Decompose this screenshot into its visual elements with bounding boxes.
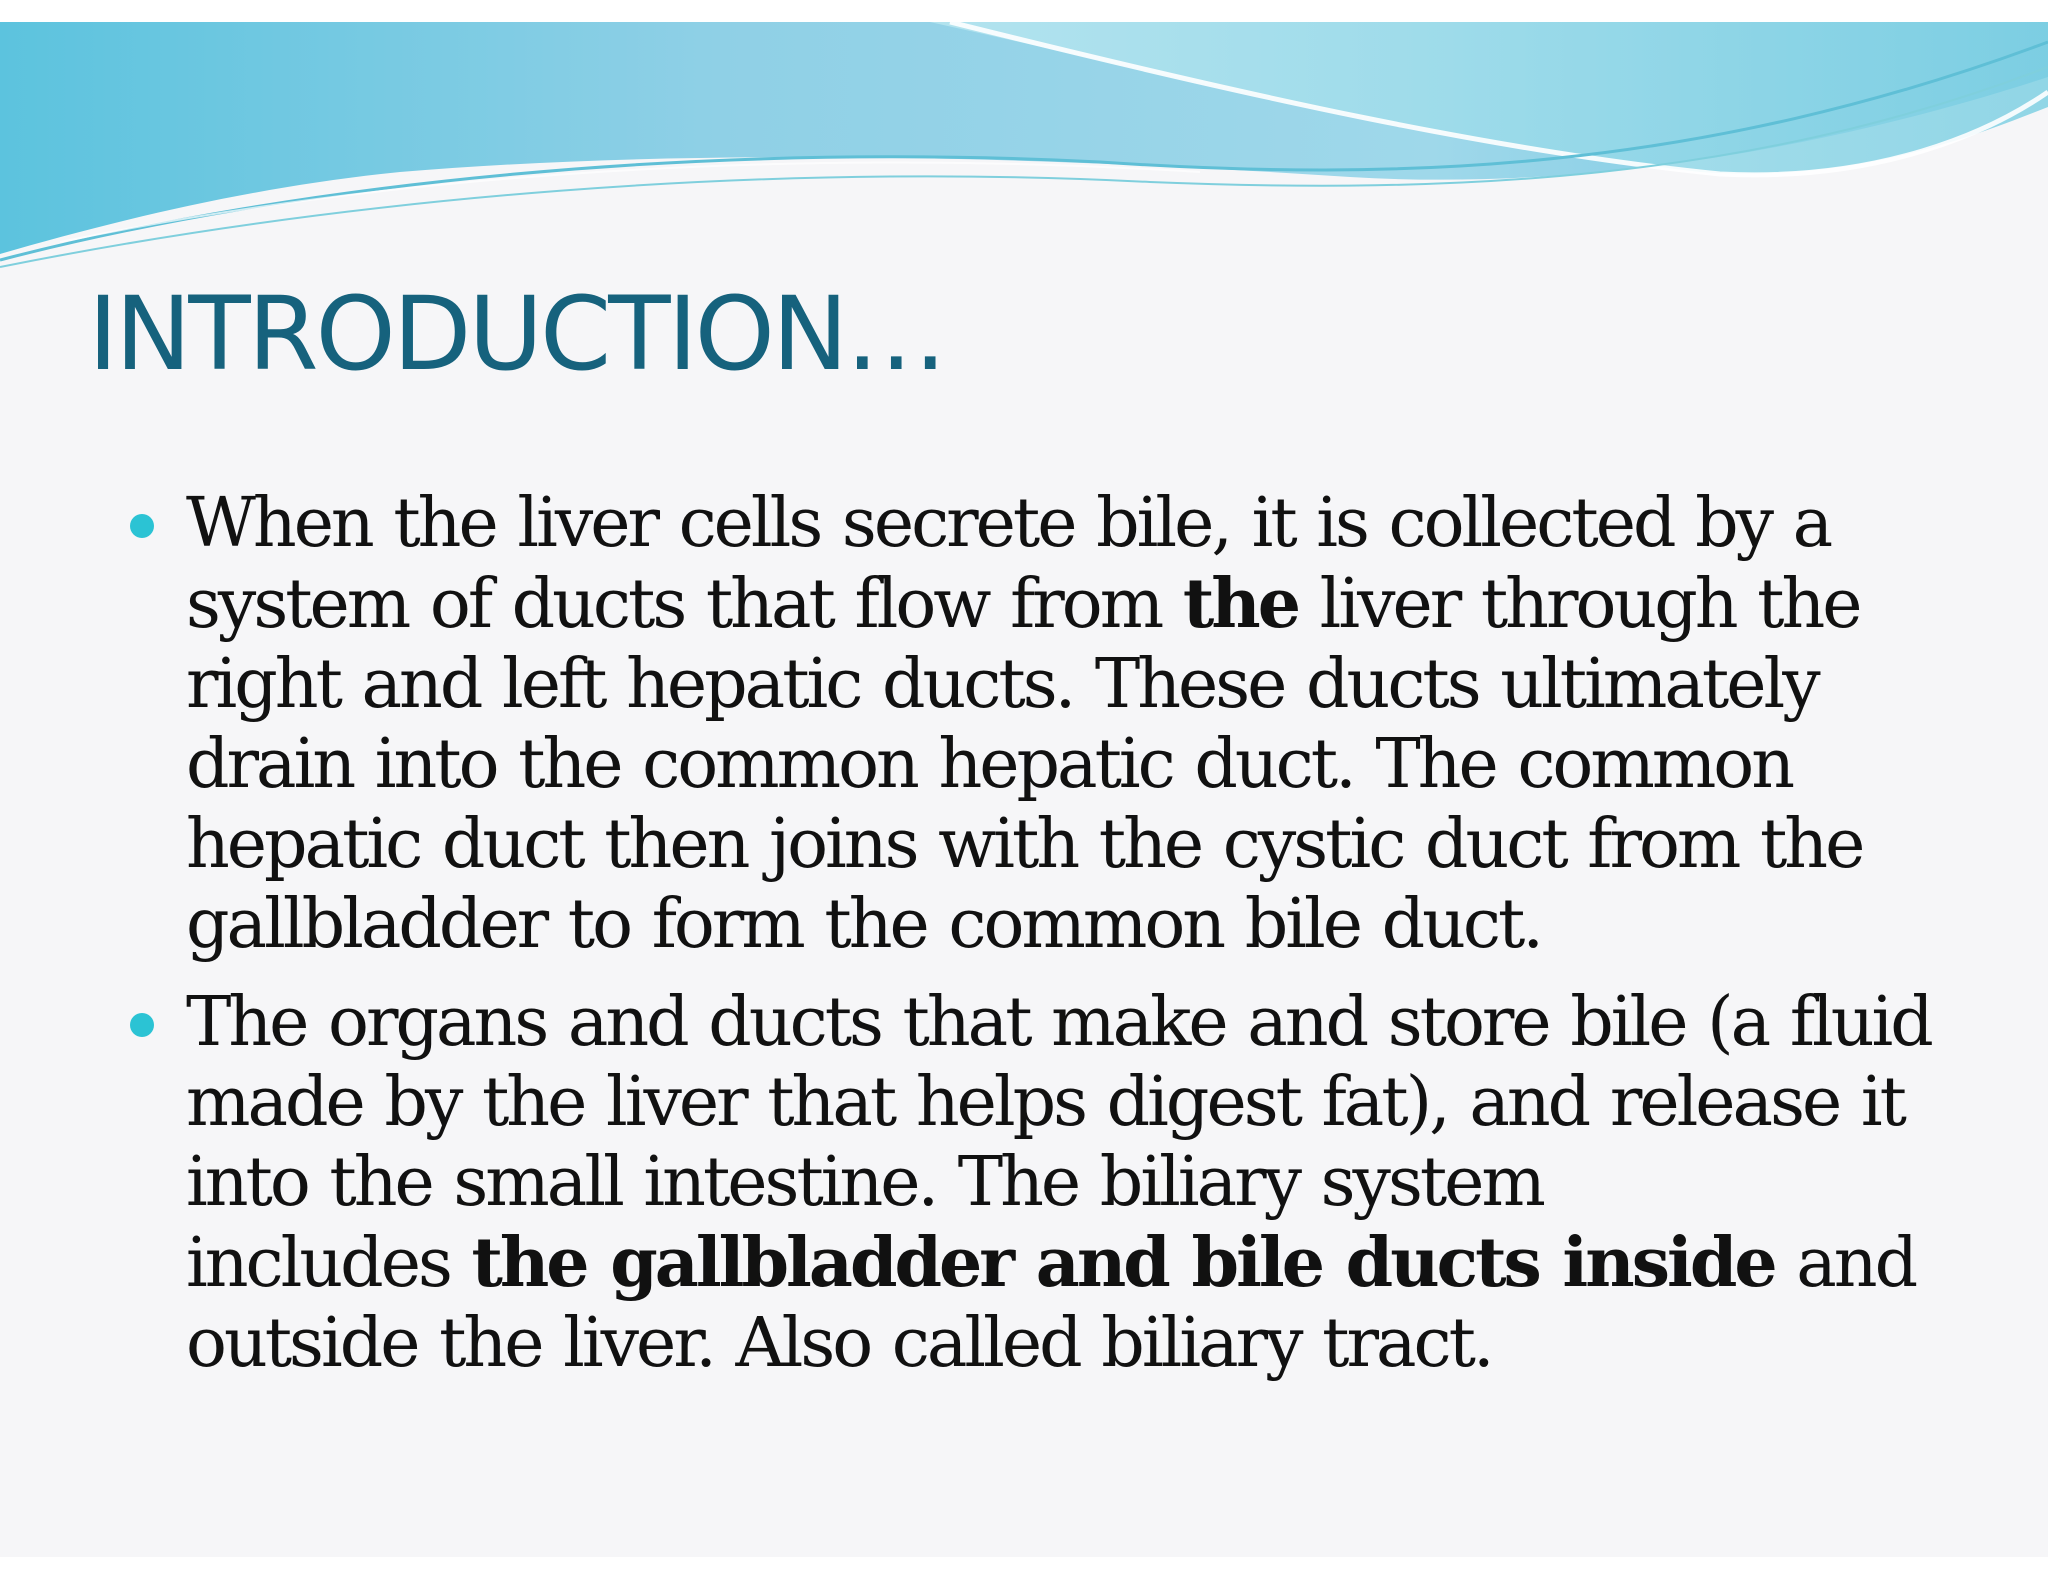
text-line: When the liver cells secrete bile, it is collected by a — [186, 484, 1831, 563]
bullet-dot-icon — [130, 514, 154, 538]
slide-title: INTRODUCTION… — [88, 275, 945, 394]
text-line: drain into the common hepatic duct. The common — [186, 725, 1793, 804]
wave-header-decoration — [0, 22, 2048, 282]
text-line: system of ducts that flow from the liver through the — [186, 564, 1860, 644]
bullet-item — [130, 484, 1920, 965]
slide — [0, 22, 2048, 1557]
bold-text: the — [1182, 564, 1298, 644]
text-line: outside the liver. Also called biliary tract. — [186, 1304, 1492, 1383]
text-line: hepatic duct then joins with the cystic duct from the — [186, 805, 1863, 884]
text-line: made by the liver that helps digest fat), and release it — [186, 1063, 1904, 1142]
bullet-item — [130, 983, 1931, 1384]
bullet-list — [130, 484, 1931, 1402]
text-line: gallbladder to form the common bile duct. — [186, 885, 1541, 964]
text-line: The organs and ducts that make and store bile (a fluid — [186, 983, 1931, 1062]
bold-text: the gallbladder and bile ducts inside — [471, 1223, 1775, 1303]
text-line: includes the gallbladder and bile ducts inside and — [186, 1223, 1916, 1303]
text-line: right and left hepatic ducts. These ducts ultimately — [186, 645, 1818, 724]
text-line: into the small intestine. The biliary system — [186, 1143, 1543, 1222]
bullet-dot-icon — [130, 1013, 154, 1037]
